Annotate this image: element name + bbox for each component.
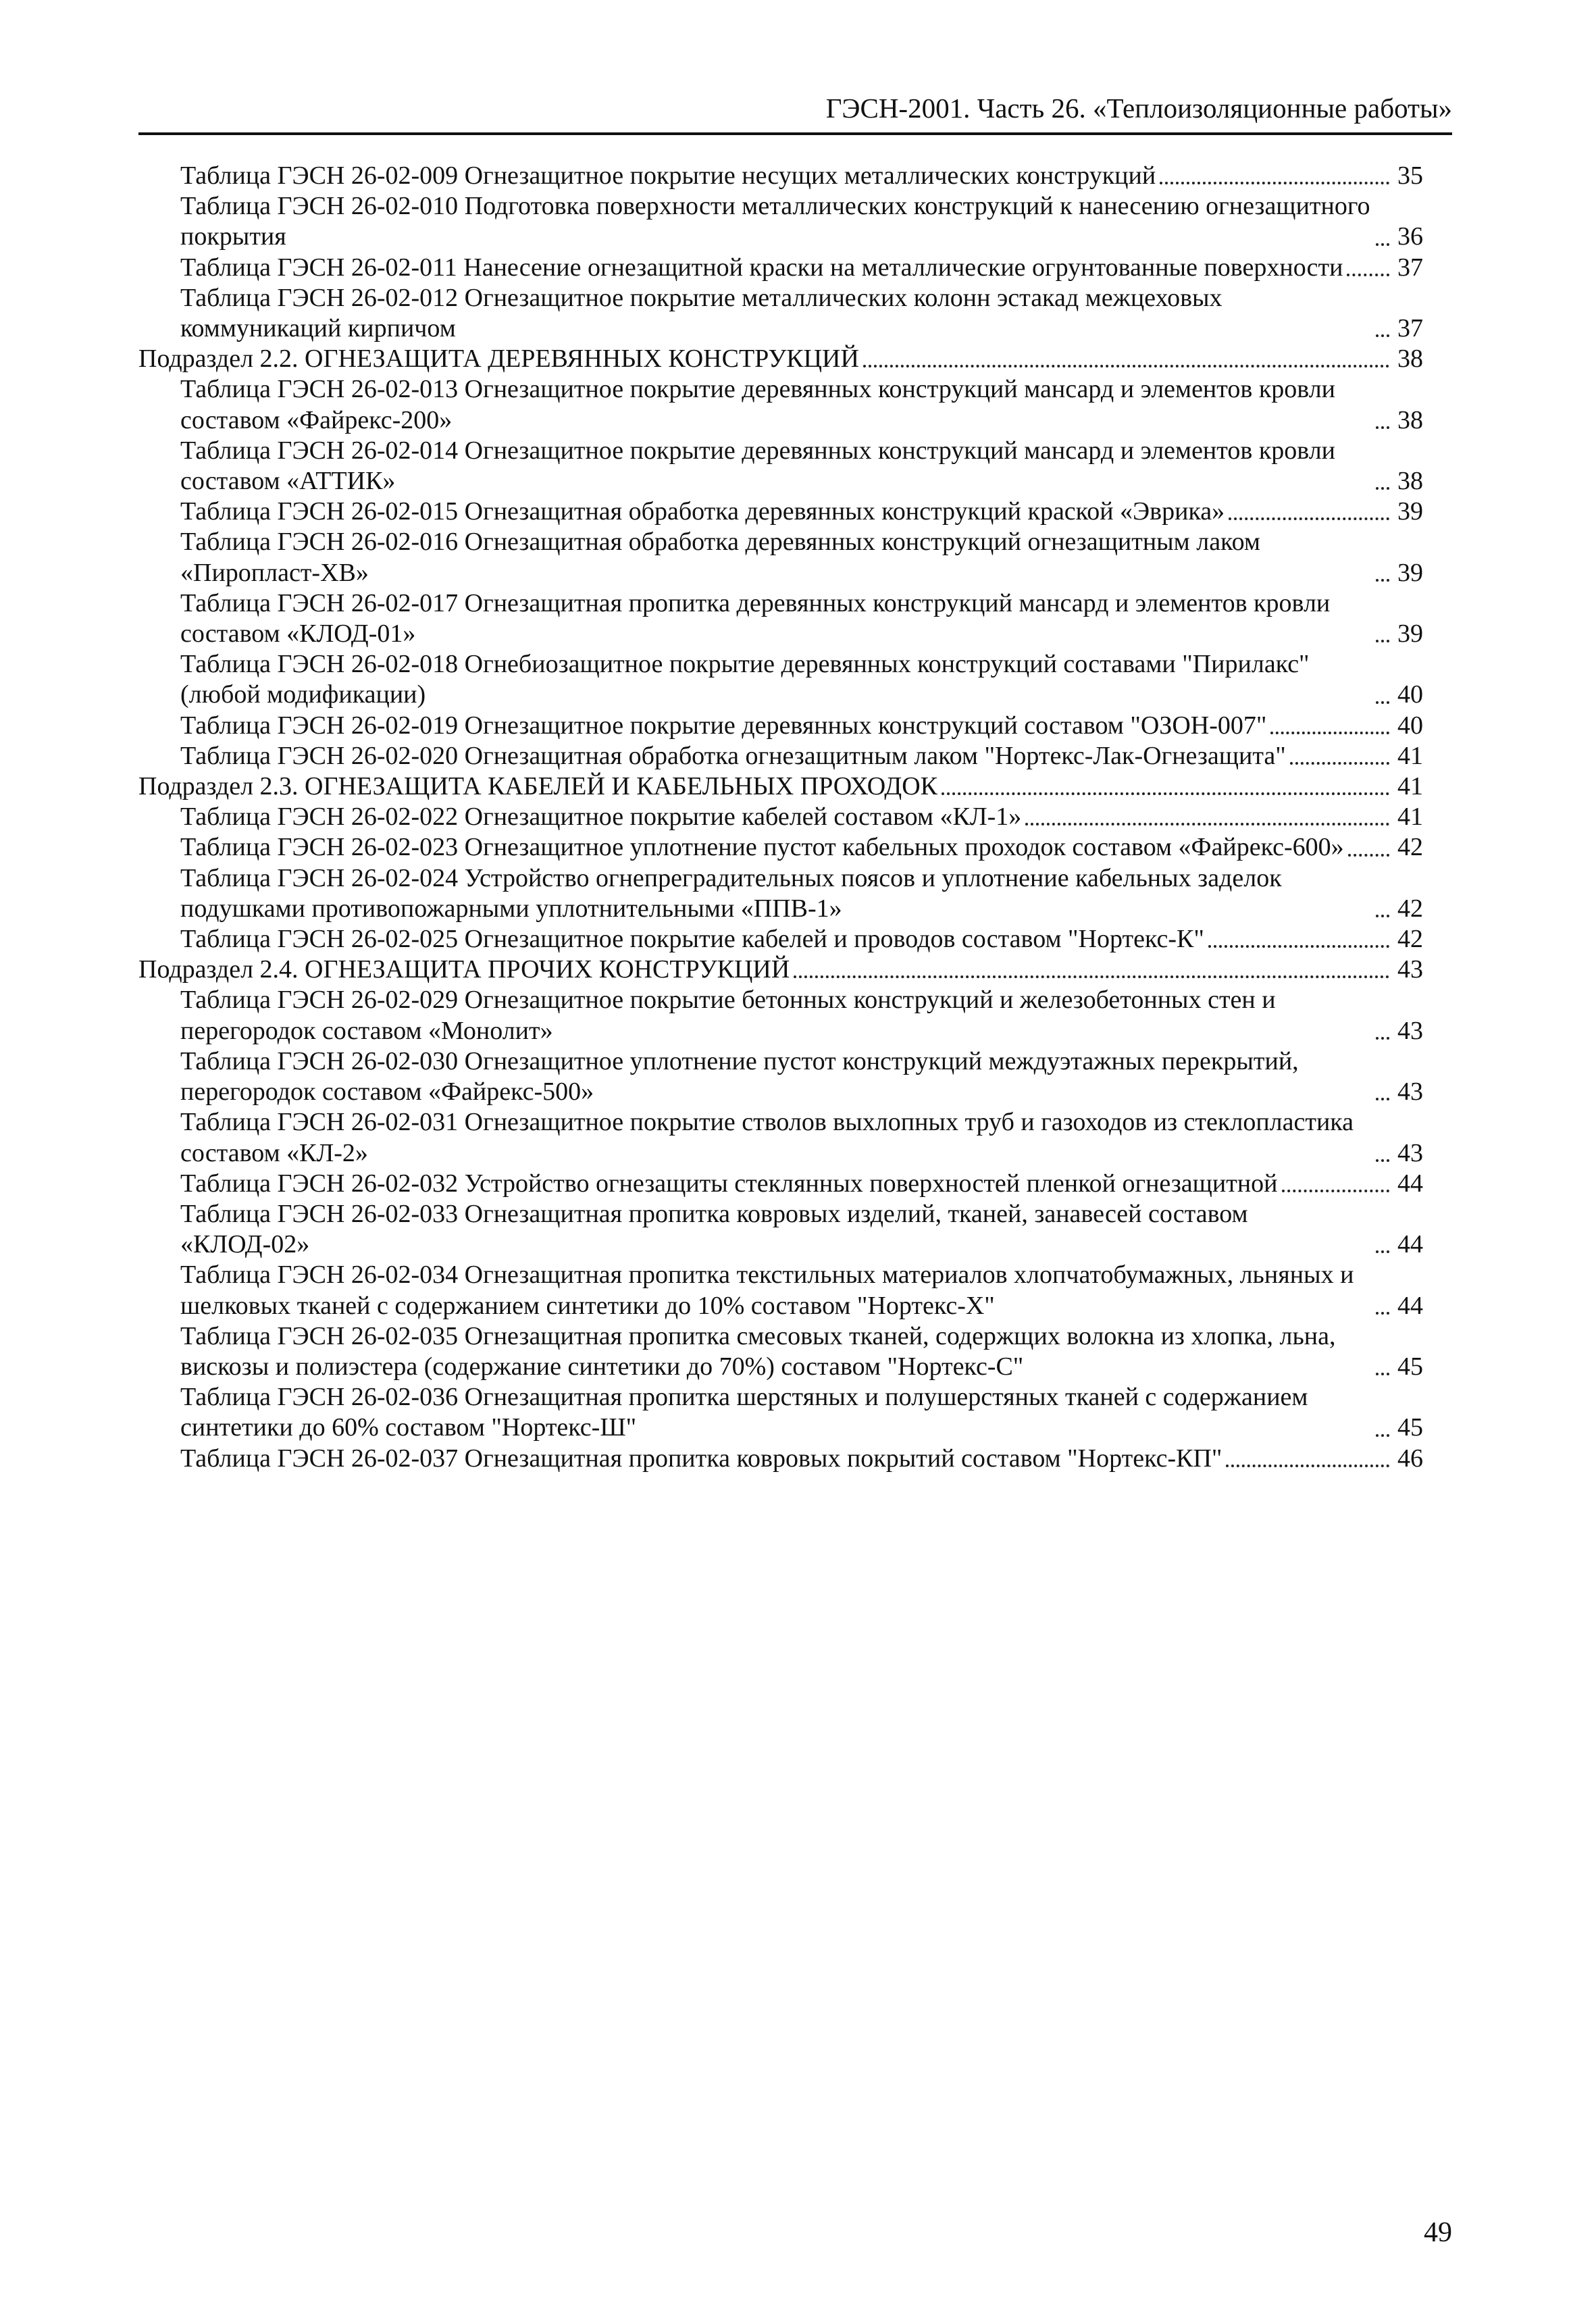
toc-section-entry <box>138 771 1423 802</box>
dot-leader <box>942 792 1389 795</box>
toc-table-entry <box>138 253 1423 283</box>
toc-entry-page: 39 <box>1397 619 1423 649</box>
toc-entry-title: Подраздел 2.2. ОГНЕЗАЩИТА ДЕРЕВЯННЫХ КОНСТРУКЦИЙ <box>138 345 859 374</box>
toc-entry-page: 36 <box>1397 222 1423 251</box>
toc-entry-page: 38 <box>1397 405 1423 434</box>
toc-table-entry <box>138 497 1423 527</box>
dot-leader <box>1376 1098 1389 1100</box>
toc-table-entry <box>138 588 1423 649</box>
toc-entry-page: 42 <box>1397 925 1423 954</box>
toc-entry-title: Таблица ГЭСН 26-02-023 Огнезащитное уплотнение пустот кабельных проходок составом «Файрекс-600» <box>180 833 1344 862</box>
toc-entry-page: 41 <box>1397 803 1423 832</box>
toc-entry-page: 41 <box>1397 772 1423 801</box>
toc-table-entry <box>138 283 1423 344</box>
toc-entry-page: 43 <box>1397 1077 1423 1107</box>
toc-entry-page: 40 <box>1397 680 1423 709</box>
dot-leader <box>1376 1159 1389 1162</box>
toc-table-entry <box>138 985 1423 1046</box>
dot-leader <box>1376 701 1389 704</box>
toc-entry-page: 35 <box>1397 161 1423 190</box>
toc-entry-title: Таблица ГЭСН 26-02-031 Огнезащитное покрытие стволов выхлопных труб и газоходов из стеклопластика составом «КЛ-2» <box>180 1108 1354 1167</box>
toc-table-entry <box>138 832 1423 863</box>
toc-entry-page: 43 <box>1397 1016 1423 1045</box>
toc-section-entry <box>138 955 1423 985</box>
toc-entry-page: 42 <box>1397 894 1423 923</box>
dot-leader <box>1229 517 1389 520</box>
toc-entry-page: 42 <box>1397 833 1423 862</box>
toc-entry-page: 37 <box>1397 314 1423 343</box>
toc-entry-page: 41 <box>1397 741 1423 770</box>
toc-entry-page: 44 <box>1397 1230 1423 1259</box>
toc-entry-page: 39 <box>1397 558 1423 587</box>
toc-entry-title: Таблица ГЭСН 26-02-010 Подготовка поверхности металлических конструкций к нанесению огнезащитного покрытия <box>180 192 1370 251</box>
toc-entry-page: 43 <box>1397 1138 1423 1167</box>
toc-entry-title: Таблица ГЭСН 26-02-019 Огнезащитное покрытие деревянных конструкций составом "ОЗОН-007" <box>180 711 1267 740</box>
toc-entry-page: 38 <box>1397 467 1423 496</box>
toc-table-entry <box>138 1444 1423 1474</box>
table-of-contents <box>138 161 1423 1474</box>
toc-entry-page: 37 <box>1397 253 1423 282</box>
toc-entry-title: Таблица ГЭСН 26-02-025 Огнезащитное покрытие кабелей и проводов составом "Нортекс-К" <box>180 925 1204 954</box>
toc-entry-title: Таблица ГЭСН 26-02-033 Огнезащитная пропитка ковровых изделий, тканей, занавесей составом «КЛОД-02» <box>180 1199 1248 1259</box>
toc-table-entry <box>138 161 1423 191</box>
dot-leader <box>1376 579 1389 582</box>
toc-table-entry <box>138 527 1423 588</box>
toc-entry-title: Таблица ГЭСН 26-02-014 Огнезащитное покрытие деревянных конструкций мансард и элементов кровли составом «АТТИК» <box>180 436 1336 496</box>
toc-entry-title: Таблица ГЭСН 26-02-037 Огнезащитная пропитка ковровых покрытий составом "Нортекс-КП" <box>180 1444 1222 1473</box>
toc-entry-title: Таблица ГЭСН 26-02-034 Огнезащитная пропитка текстильных материалов хлопчатобумажных, льняных и шелковых тканей с содержанием синтетики до 10% составом "Нортекс-Х" <box>180 1261 1354 1320</box>
toc-table-entry <box>138 741 1423 771</box>
toc-table-entry <box>138 924 1423 955</box>
toc-entry-page: 44 <box>1397 1291 1423 1320</box>
dot-leader <box>1282 1190 1390 1192</box>
dot-leader <box>863 365 1389 367</box>
toc-entry-title: Таблица ГЭСН 26-02-012 Огнезащитное покрытие металлических колонн эстакад межцеховых коммуникаций кирпичом <box>180 283 1222 343</box>
toc-table-entry <box>138 1199 1423 1260</box>
toc-entry-page: 38 <box>1397 345 1423 374</box>
toc-entry-page: 40 <box>1397 711 1423 740</box>
dot-leader <box>1348 854 1389 857</box>
page-number: 49 <box>1424 2217 1452 2248</box>
toc-table-entry <box>138 436 1423 497</box>
toc-table-entry <box>138 1260 1423 1321</box>
toc-table-entry <box>138 802 1423 832</box>
dot-leader <box>1376 1312 1389 1315</box>
toc-entry-title: Подраздел 2.4. ОГНЕЗАЩИТА ПРОЧИХ КОНСТРУКЦИЙ <box>138 955 790 984</box>
dot-leader <box>1208 945 1389 948</box>
toc-entry-title: Таблица ГЭСН 26-02-009 Огнезащитное покрытие несущих металлических конструкций <box>180 161 1156 190</box>
toc-entry-page: 44 <box>1397 1169 1423 1198</box>
dot-leader <box>1376 1434 1389 1437</box>
toc-table-entry <box>138 1046 1423 1107</box>
dot-leader <box>1160 182 1389 184</box>
toc-entry-page: 43 <box>1397 955 1423 984</box>
toc-entry-title: Таблица ГЭСН 26-02-017 Огнезащитная пропитка деревянных конструкций мансард и элементов кровли составом «КЛОД-01» <box>180 588 1331 649</box>
dot-leader <box>1376 243 1389 246</box>
dot-leader <box>1376 334 1389 337</box>
dot-leader <box>1376 487 1389 490</box>
dot-leader <box>1347 274 1389 276</box>
toc-table-entry <box>138 1107 1423 1168</box>
toc-table-entry <box>138 1169 1423 1199</box>
toc-table-entry <box>138 711 1423 741</box>
toc-entry-title: Таблица ГЭСН 26-02-030 Огнезащитное уплотнение пустот конструкций междуэтажных перекрытий, перегородок составом «Файрекс-500» <box>180 1046 1299 1107</box>
dot-leader <box>1376 1037 1389 1040</box>
toc-entry-title: Таблица ГЭСН 26-02-016 Огнезащитная обработка деревянных конструкций огнезащитным лаком «Пиропласт-ХВ» <box>180 528 1260 587</box>
toc-table-entry <box>138 374 1423 435</box>
toc-entry-page: 46 <box>1397 1444 1423 1473</box>
toc-entry-title: Таблица ГЭСН 26-02-018 Огнебиозащитное покрытие деревянных конструкций составами "Пирилакс" (любой модификации) <box>180 650 1310 709</box>
dot-leader <box>1376 915 1389 917</box>
toc-table-entry <box>138 191 1423 252</box>
dot-leader <box>1376 640 1389 642</box>
toc-entry-page: 45 <box>1397 1352 1423 1381</box>
dot-leader <box>794 975 1389 978</box>
dot-leader <box>1376 426 1389 429</box>
dot-leader <box>1290 762 1389 765</box>
toc-table-entry <box>138 863 1423 924</box>
toc-entry-title: Таблица ГЭСН 26-02-029 Огнезащитное покрытие бетонных конструкций и железобетонных стен и перегородок составом «Монолит» <box>180 986 1276 1045</box>
toc-entry-page: 45 <box>1397 1413 1423 1442</box>
dot-leader <box>1376 1373 1389 1375</box>
running-header: ГЭСН-2001. Часть 26. «Теплоизоляционные работы» <box>825 93 1452 124</box>
toc-entry-title: Таблица ГЭСН 26-02-013 Огнезащитное покрытие деревянных конструкций мансард и элементов кровли составом «Файрекс-200» <box>180 375 1336 434</box>
toc-entry-title: Таблица ГЭСН 26-02-036 Огнезащитная пропитка шерстяных и полушерстяных тканей с содержанием синтетики до 60% составом "Нортекс-Ш" <box>180 1383 1308 1442</box>
toc-entry-title: Подраздел 2.3. ОГНЕЗАЩИТА КАБЕЛЕЙ И КАБЕЛЬНЫХ ПРОХОДОК <box>138 772 937 801</box>
toc-section-entry <box>138 344 1423 374</box>
dot-leader <box>1025 823 1389 825</box>
dot-leader <box>1226 1465 1389 1467</box>
toc-entry-title: Таблица ГЭСН 26-02-011 Нанесение огнезащитной краски на металлические огрунтованные поверхности <box>180 253 1343 282</box>
dot-leader <box>1270 732 1389 734</box>
toc-entry-title: Таблица ГЭСН 26-02-015 Огнезащитная обработка деревянных конструкций краской «Эврика» <box>180 497 1225 526</box>
dot-leader <box>1376 1250 1389 1253</box>
header-divider <box>138 132 1452 135</box>
toc-entry-page: 39 <box>1397 497 1423 526</box>
toc-entry-title: Таблица ГЭСН 26-02-022 Огнезащитное покрытие кабелей составом «КЛ-1» <box>180 803 1022 832</box>
toc-table-entry <box>138 1321 1423 1382</box>
toc-entry-title: Таблица ГЭСН 26-02-020 Огнезащитная обработка огнезащитным лаком "Нортекс-Лак-Огнезащита" <box>180 741 1286 770</box>
toc-table-entry <box>138 649 1423 710</box>
toc-entry-title: Таблица ГЭСН 26-02-032 Устройство огнезащиты стеклянных поверхностей пленкой огнезащитной <box>180 1169 1278 1198</box>
toc-entry-title: Таблица ГЭСН 26-02-035 Огнезащитная пропитка смесовых тканей, содержщих волокна из хлопка, льна, вискозы и полиэстера (содержание синтетики до 70%) составом "Нортекс-С" <box>180 1321 1336 1381</box>
toc-entry-title: Таблица ГЭСН 26-02-024 Устройство огнепреградительных поясов и уплотнение кабельных заделок подушками противопожарными уплотнительными «ППВ-1» <box>180 863 1282 923</box>
toc-table-entry <box>138 1382 1423 1443</box>
